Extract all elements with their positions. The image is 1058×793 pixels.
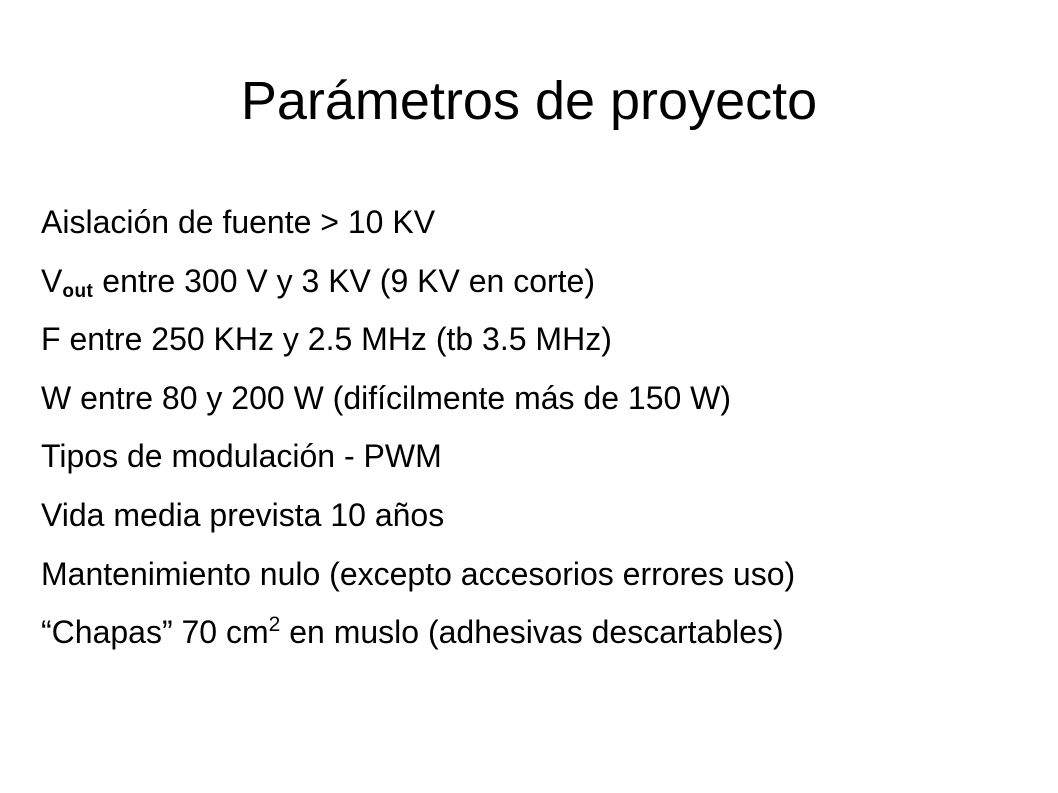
bullet-list [41,193,795,662]
vout-suffix: entre 300 V y 3 KV (9 KV en corte) [93,262,595,299]
bullet-item-plates [41,603,795,662]
bullet-item-maintenance: Mantenimiento nulo (excepto accesorios errores uso) [41,555,796,592]
plates-prefix: “Chapas” 70 cm [41,614,269,651]
bullet-item-isolation: Aislación de fuente > 10 KV [41,204,436,240]
vout-prefix: V [41,262,63,299]
bullet-item-vout [41,252,795,311]
bullet-item-lifetime: Vida media prevista 10 años [41,496,445,533]
plates-superscript: 2 [268,613,281,637]
bullet-item-power: W entre 80 y 200 W (difícilmente más de 150 W) [41,379,732,416]
bullet-item-frequency: F entre 250 KHz y 2.5 MHz (tb 3.5 MHz) [41,321,612,358]
plates-suffix: en muslo (adhesivas descartables) [280,614,784,651]
vout-subscript: out [62,280,94,302]
slide-title: Parámetros de proyecto [240,71,818,131]
bullet-item-modulation: Tipos de modulación - PWM [41,438,442,475]
